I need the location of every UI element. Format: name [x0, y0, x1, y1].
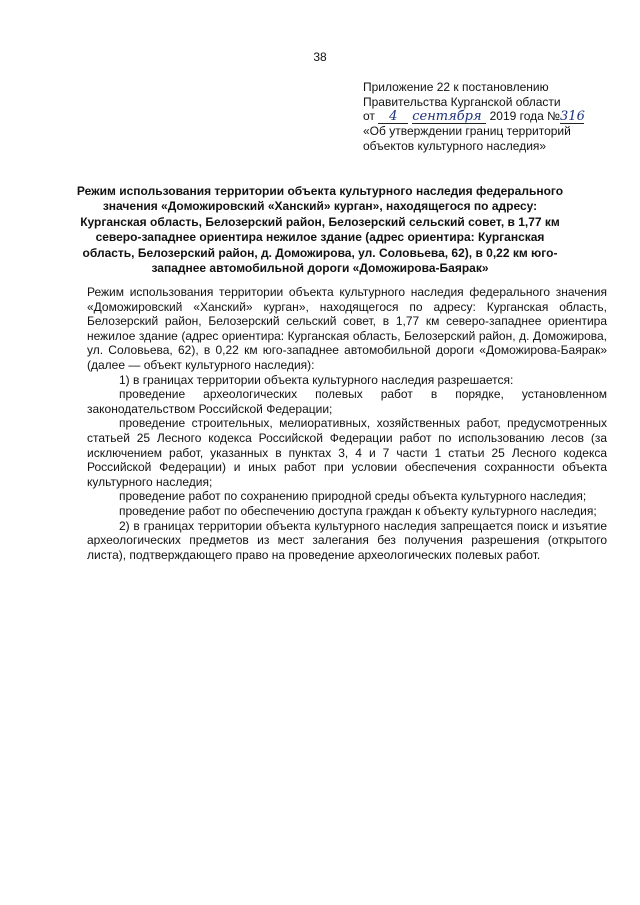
appendix-date-line: [363, 109, 613, 124]
document-title: Режим использования территории объекта культурного наследия федерального значения «Доможировский «Ханский» курган», находящегося по адресу: Курганская область, Белозерский район, Белозерский сельский совет, в 1,77 км северо-западнее ориентира нежилое здание (адрес ориентира: Курганская область, Белозерский район, д. Доможирова, ул. Соловьева, 62), в 0,22 км юго-западнее автомобильной дороги «Доможирова-Баярак»: [76, 184, 564, 276]
page-number: 38: [313, 50, 327, 64]
appendix-header: [363, 80, 613, 153]
paragraph-allowed-item-1: проведение археологических полевых работ в порядке, установленном законодательством Российской Федерации;: [87, 387, 607, 416]
paragraph-allowed-item-2: проведение строительных, мелиоративных, хозяйственных работ, предусмотренных статьей 25 Лесного кодекса Российской Федерации работ по использованию лесов (за исключением работ, указанных в пунктах 3, 4 и 7 части 1 статьи 25 Лесного кодекса Российской Федерации) и иных работ при условии обеспечения сохранности объекта культурного наследия;: [87, 416, 607, 489]
handwritten-decree-number: 316: [560, 109, 585, 125]
paragraph-allowed-item-3: проведение работ по сохранению природной среды объекта культурного наследия;: [119, 489, 587, 504]
paragraph-intro: Режим использования территории объекта культурного наследия федерального значения «Доможировский «Ханский» курган», находящегося по адресу: Курганская область, Белозерский район, Белозерский сельский совет, в 1,77 км северо-западнее ориентира нежилое здание (адрес ориентира: Курганская область, Белозерский район, д. Доможирова, ул. Соловьева, 62), в 0,22 км юго-западнее автомобильной дороги «Доможирова-Баярак» (далее — объект культурного наследия):: [87, 285, 607, 372]
appendix-line-4: «Об утверждении границ территорий: [363, 124, 571, 139]
appendix-line-5: объектов культурного наследия»: [363, 138, 547, 153]
paragraph-allowed-item-4: проведение работ по обеспечению доступа граждан к объекту культурного наследия;: [119, 503, 597, 518]
appendix-line-2: Правительства Курганской области: [363, 94, 561, 109]
appendix-line-1: Приложение 22 к постановлению: [363, 80, 549, 94]
document-body: [87, 285, 607, 562]
paragraph-prohibited: 2) в границах территории объекта культурного наследия запрещается поиск и изъятие археологических предметов из мест залегания без получения разрешения (открытого листа), подтверждающего право на проведение археологических полевых работ.: [87, 518, 607, 562]
paragraph-allowed-heading: 1) в границах территории объекта культурного наследия разрешается:: [119, 372, 514, 387]
handwritten-month: сентября: [412, 111, 486, 124]
date-year: 2019 года №: [489, 109, 561, 124]
handwritten-day: 4: [378, 111, 408, 124]
date-prefix: от: [363, 109, 375, 124]
